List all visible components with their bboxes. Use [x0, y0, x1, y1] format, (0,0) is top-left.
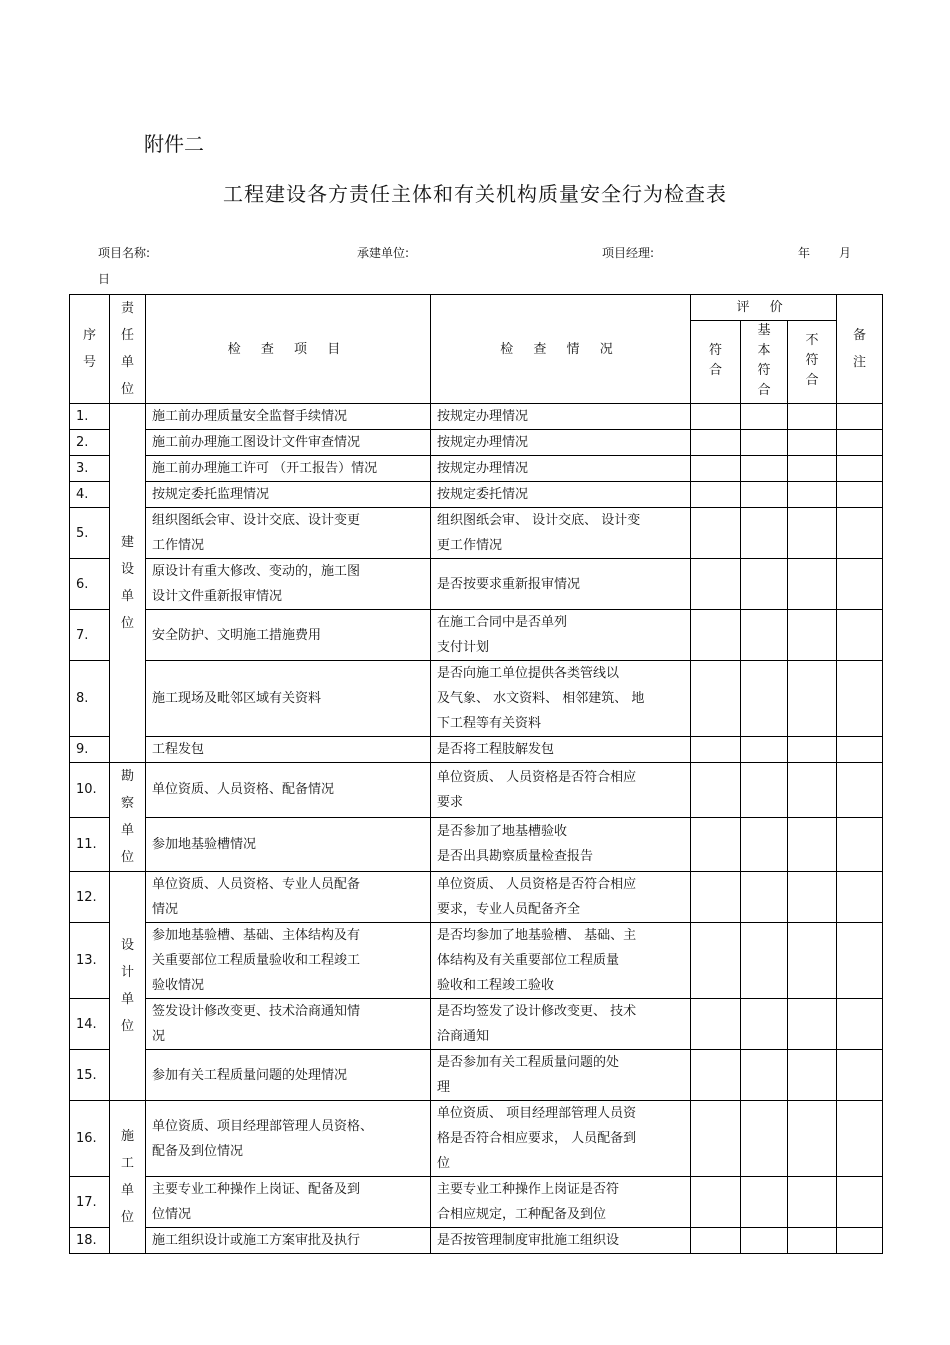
item-line: 设计文件重新报审情况	[152, 589, 283, 604]
remark-cell[interactable]	[837, 404, 883, 430]
status-line: 单位资质、 人员资格是否符合相应	[437, 877, 637, 892]
eval-conform-cell[interactable]	[691, 1101, 741, 1177]
status-line: 按规定办理情况	[437, 461, 529, 476]
row-item	[146, 1177, 431, 1228]
row-status	[431, 661, 691, 737]
row-item	[146, 430, 431, 456]
eval-basic-cell[interactable]	[741, 1228, 788, 1254]
table-row	[70, 508, 883, 559]
eval-basic-cell[interactable]	[741, 482, 788, 508]
eval-basic-cell[interactable]	[741, 923, 788, 999]
eval-conform-cell[interactable]	[691, 482, 741, 508]
header-eval: 评 价	[691, 295, 837, 321]
month-label: 月	[839, 246, 852, 260]
row-number: 10.	[70, 763, 110, 818]
remark-cell[interactable]	[837, 872, 883, 923]
status-line: 及气象、 水文资料、 相邻建筑、 地	[437, 691, 645, 706]
remark-cell[interactable]	[837, 817, 883, 872]
eval-nonconform-cell[interactable]	[788, 1177, 837, 1228]
header-basic: 基本符合	[741, 321, 788, 404]
table-row	[70, 1228, 883, 1254]
row-status	[431, 559, 691, 610]
status-line: 是否参加了地基槽验收	[437, 824, 568, 840]
page-title: 工程建设各方责任主体和有关机构质量安全行为检查表	[223, 182, 727, 206]
item-line: 配备及到位情况	[152, 1143, 244, 1159]
eval-basic-cell[interactable]	[741, 508, 788, 559]
item-line: 况	[152, 1029, 166, 1044]
header-unit: 责任单位	[110, 295, 146, 404]
status-line: 体结构及有关重要部位工程质量	[437, 953, 620, 968]
eval-nonconform-cell[interactable]	[788, 559, 837, 610]
header-remark: 备注	[837, 295, 883, 404]
remark-cell[interactable]	[837, 430, 883, 456]
eval-nonconform-cell[interactable]	[788, 404, 837, 430]
row-status	[431, 1228, 691, 1254]
row-number: 15.	[70, 1050, 110, 1101]
row-item	[146, 661, 431, 737]
eval-basic-cell[interactable]	[741, 999, 788, 1050]
eval-conform-cell[interactable]	[691, 872, 741, 923]
row-status	[431, 1101, 691, 1177]
status-line: 单位资质、 项目经理部管理人员资	[437, 1106, 637, 1121]
eval-conform-cell[interactable]	[691, 923, 741, 999]
row-status	[431, 456, 691, 482]
item-line: 施工组织设计或施工方案审批及执行	[152, 1233, 361, 1248]
eval-basic-cell[interactable]	[741, 872, 788, 923]
eval-conform-cell[interactable]	[691, 430, 741, 456]
eval-basic-cell[interactable]	[741, 1177, 788, 1228]
eval-basic-cell[interactable]	[741, 1050, 788, 1101]
eval-nonconform-cell[interactable]	[788, 508, 837, 559]
row-number: 17.	[70, 1177, 110, 1228]
eval-nonconform-cell[interactable]	[788, 737, 837, 763]
eval-nonconform-cell[interactable]	[788, 1228, 837, 1254]
item-line: 单位资质、人员资格、专业人员配备	[152, 877, 361, 892]
unit-design: 设计单位	[110, 872, 146, 1101]
status-line: 格是否符合相应要求， 人员配备到	[437, 1131, 637, 1146]
eval-conform-cell[interactable]	[691, 737, 741, 763]
status-line: 要求，专业人员配备齐全	[437, 902, 581, 917]
row-number: 8.	[70, 661, 110, 737]
remark-cell[interactable]	[837, 482, 883, 508]
manager-label: 项目经理:	[602, 246, 655, 260]
row-status	[431, 404, 691, 430]
remark-cell[interactable]	[837, 1228, 883, 1254]
attachment-label: 附件二	[144, 132, 204, 156]
eval-conform-cell[interactable]	[691, 404, 741, 430]
item-line: 位情况	[152, 1207, 192, 1222]
eval-basic-cell[interactable]	[741, 817, 788, 872]
row-item	[146, 817, 431, 872]
table-row	[70, 404, 883, 430]
eval-conform-cell[interactable]	[691, 1050, 741, 1101]
eval-basic-cell[interactable]	[741, 661, 788, 737]
item-line: 组织图纸会审、设计交底、设计变更	[152, 513, 361, 528]
header-conform: 符合	[691, 321, 741, 404]
remark-cell[interactable]	[837, 508, 883, 559]
year-label: 年	[798, 246, 811, 260]
status-line: 单位资质、 人员资格是否符合相应	[437, 769, 637, 785]
item-line: 单位资质、项目经理部管理人员资格、	[152, 1118, 374, 1134]
item-line: 参加地基验槽、基础、主体结构及有	[152, 928, 361, 943]
row-status	[431, 999, 691, 1050]
status-line: 在施工合同中是否单列	[437, 615, 568, 630]
item-line: 情况	[152, 902, 179, 917]
remark-cell[interactable]	[837, 661, 883, 737]
status-line: 要求	[437, 794, 464, 810]
item-line: 主要专业工种操作上岗证、配备及到	[152, 1182, 361, 1197]
remark-cell[interactable]	[837, 1101, 883, 1177]
status-line: 位	[437, 1156, 451, 1171]
row-status	[431, 482, 691, 508]
unit-survey: 勘察单位	[110, 763, 146, 872]
item-line: 关重要部位工程质量验收和工程竣工	[152, 953, 361, 968]
status-line: 支付计划	[437, 640, 490, 655]
row-status	[431, 817, 691, 872]
eval-conform-cell[interactable]	[691, 456, 741, 482]
remark-cell[interactable]	[837, 1050, 883, 1101]
row-number: 13.	[70, 923, 110, 999]
table-row	[70, 610, 883, 661]
row-item	[146, 763, 431, 818]
eval-nonconform-cell[interactable]	[788, 872, 837, 923]
table-row	[70, 430, 883, 456]
status-line: 洽商通知	[437, 1029, 490, 1044]
eval-basic-cell[interactable]	[741, 456, 788, 482]
eval-basic-cell[interactable]	[741, 430, 788, 456]
status-line: 按规定委托情况	[437, 487, 529, 502]
row-item	[146, 1101, 431, 1177]
row-status	[431, 430, 691, 456]
remark-cell[interactable]	[837, 999, 883, 1050]
row-number: 3.	[70, 456, 110, 482]
eval-nonconform-cell[interactable]	[788, 999, 837, 1050]
eval-nonconform-cell[interactable]	[788, 430, 837, 456]
item-line: 参加有关工程质量问题的处理情况	[152, 1067, 348, 1083]
item-line: 施工前办理质量安全监督手续情况	[152, 409, 348, 424]
header-nonconform: 不符合	[788, 321, 837, 404]
eval-nonconform-cell[interactable]	[788, 763, 837, 818]
status-line: 是否出具勘察质量检查报告	[437, 849, 594, 865]
table-row	[70, 763, 883, 818]
row-status	[431, 763, 691, 818]
eval-nonconform-cell[interactable]	[788, 482, 837, 508]
row-item	[146, 999, 431, 1050]
unit-builder: 施工单位	[110, 1101, 146, 1254]
row-number: 9.	[70, 737, 110, 763]
remark-cell[interactable]	[837, 923, 883, 999]
row-number: 16.	[70, 1101, 110, 1177]
row-status	[431, 923, 691, 999]
item-line: 原设计有重大修改、变动的，施工图	[152, 564, 361, 579]
item-line: 施工现场及毗邻区域有关资料	[152, 691, 322, 706]
eval-nonconform-cell[interactable]	[788, 1101, 837, 1177]
eval-conform-cell[interactable]	[691, 559, 741, 610]
eval-basic-cell[interactable]	[741, 559, 788, 610]
row-item	[146, 1050, 431, 1101]
header-status: 检 查 情 况	[431, 295, 691, 404]
status-line: 验收和工程竣工验收	[437, 978, 555, 993]
status-line: 是否均签发了设计修改变更、 技术	[437, 1004, 637, 1019]
row-status	[431, 737, 691, 763]
item-line: 工作情况	[152, 538, 205, 553]
remark-cell[interactable]	[837, 456, 883, 482]
row-number: 2.	[70, 430, 110, 456]
row-number: 1.	[70, 404, 110, 430]
table-row	[70, 482, 883, 508]
eval-conform-cell[interactable]	[691, 817, 741, 872]
remark-cell[interactable]	[837, 610, 883, 661]
status-line: 是否参加有关工程质量问题的处	[437, 1055, 620, 1070]
row-status	[431, 1050, 691, 1101]
row-status	[431, 872, 691, 923]
table-row	[70, 559, 883, 610]
eval-conform-cell[interactable]	[691, 1228, 741, 1254]
item-line: 参加地基验槽情况	[152, 836, 257, 852]
eval-nonconform-cell[interactable]	[788, 661, 837, 737]
row-status	[431, 610, 691, 661]
table-row	[70, 999, 883, 1050]
remark-cell[interactable]	[837, 559, 883, 610]
row-item	[146, 923, 431, 999]
eval-conform-cell[interactable]	[691, 763, 741, 818]
table-row	[70, 923, 883, 999]
eval-conform-cell[interactable]	[691, 508, 741, 559]
row-number: 4.	[70, 482, 110, 508]
table-row	[70, 1101, 883, 1177]
item-line: 单位资质、人员资格、配备情况	[152, 782, 335, 798]
row-number: 7.	[70, 610, 110, 661]
remark-cell[interactable]	[837, 737, 883, 763]
row-number: 18.	[70, 1228, 110, 1254]
item-line: 工程发包	[152, 742, 205, 757]
row-number: 11.	[70, 817, 110, 872]
eval-conform-cell[interactable]	[691, 1177, 741, 1228]
eval-conform-cell[interactable]	[691, 661, 741, 737]
eval-basic-cell[interactable]	[741, 737, 788, 763]
status-line: 主要专业工种操作上岗证是否符	[437, 1182, 620, 1197]
status-line: 是否将工程肢解发包	[437, 742, 555, 757]
status-line: 按规定办理情况	[437, 435, 529, 450]
project-name-label: 项目名称:	[98, 246, 151, 260]
eval-basic-cell[interactable]	[741, 610, 788, 661]
eval-nonconform-cell[interactable]	[788, 923, 837, 999]
table-row	[70, 456, 883, 482]
row-item	[146, 559, 431, 610]
status-line: 按规定办理情况	[437, 409, 529, 424]
remark-cell[interactable]	[837, 763, 883, 818]
eval-nonconform-cell[interactable]	[788, 456, 837, 482]
eval-conform-cell[interactable]	[691, 999, 741, 1050]
eval-conform-cell[interactable]	[691, 610, 741, 661]
row-item	[146, 872, 431, 923]
status-line: 是否均参加了地基验槽、 基础、主	[437, 928, 637, 943]
eval-nonconform-cell[interactable]	[788, 817, 837, 872]
status-line: 下工程等有关资料	[437, 716, 542, 731]
status-line: 合相应规定，工种配备及到位	[437, 1207, 607, 1222]
header-seq: 序号	[70, 295, 110, 404]
eval-basic-cell[interactable]	[741, 404, 788, 430]
status-line: 是否按要求重新报审情况	[437, 576, 581, 592]
status-line: 是否按管理制度审批施工组织设	[437, 1233, 620, 1248]
status-line: 更工作情况	[437, 538, 503, 553]
row-status	[431, 508, 691, 559]
remark-cell[interactable]	[837, 1177, 883, 1228]
row-number: 12.	[70, 872, 110, 923]
row-number: 14.	[70, 999, 110, 1050]
table-row	[70, 1177, 883, 1228]
inspection-table	[69, 294, 883, 1254]
row-item	[146, 1228, 431, 1254]
row-item	[146, 737, 431, 763]
eval-nonconform-cell[interactable]	[788, 1050, 837, 1101]
day-label: 日	[98, 272, 111, 286]
row-status	[431, 1177, 691, 1228]
item-line: 按规定委托监理情况	[152, 487, 270, 502]
row-item	[146, 610, 431, 661]
row-number: 6.	[70, 559, 110, 610]
table-row	[70, 1050, 883, 1101]
eval-nonconform-cell[interactable]	[788, 610, 837, 661]
row-item	[146, 456, 431, 482]
unit-construction: 建设单位	[110, 404, 146, 763]
item-line: 验收情况	[152, 978, 205, 993]
item-line: 安全防护、文明施工措施费用	[152, 627, 322, 643]
item-line: 签发设计修改变更、技术洽商通知情	[152, 1004, 361, 1019]
row-item	[146, 508, 431, 559]
item-line: 施工前办理施工许可 （开工报告）情况	[152, 461, 378, 476]
eval-basic-cell[interactable]	[741, 763, 788, 818]
table-row	[70, 817, 883, 872]
table-row	[70, 872, 883, 923]
eval-basic-cell[interactable]	[741, 1101, 788, 1177]
table-row	[70, 661, 883, 737]
row-item	[146, 482, 431, 508]
row-item	[146, 404, 431, 430]
row-number: 5.	[70, 508, 110, 559]
table-row	[70, 737, 883, 763]
status-line: 是否向施工单位提供各类管线以	[437, 666, 620, 681]
item-line: 施工前办理施工图设计文件审查情况	[152, 435, 361, 450]
status-line: 组织图纸会审、 设计交底、 设计变	[437, 513, 641, 528]
contractor-label: 承建单位:	[357, 246, 410, 260]
status-line: 理	[437, 1080, 451, 1095]
header-item: 检 查 项 目	[146, 295, 431, 404]
